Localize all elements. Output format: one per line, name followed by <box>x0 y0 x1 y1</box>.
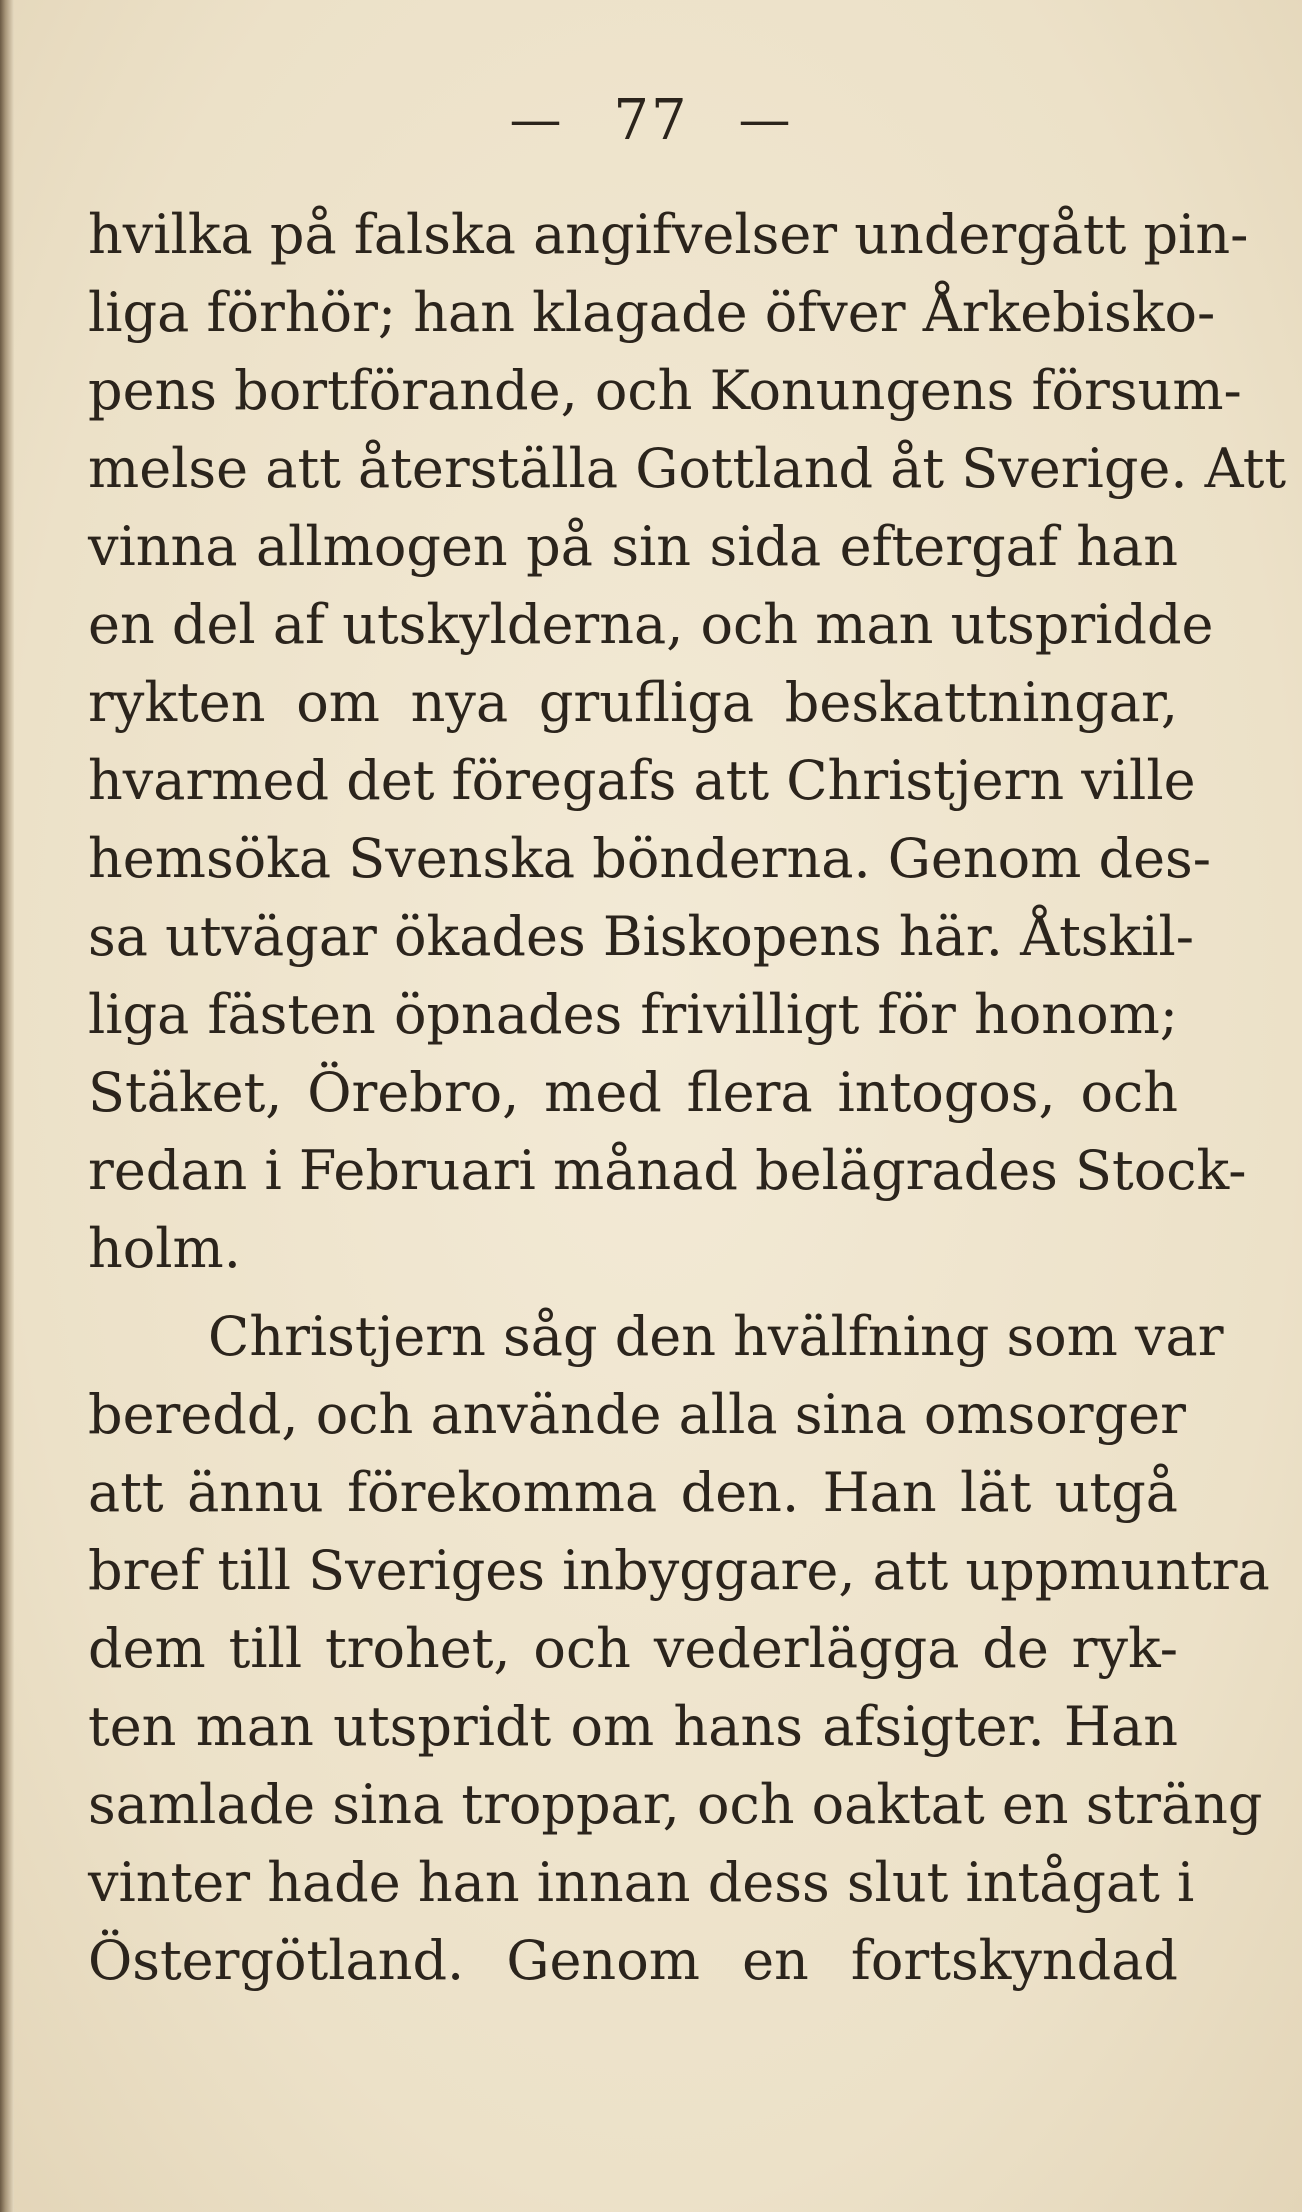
text-line: hemsöka Svenska bönderna. Genom des- <box>88 827 1212 890</box>
paragraph <box>88 196 1287 1288</box>
text-line: melse att återställa Gottland åt Sverige. Att <box>88 437 1287 500</box>
text-line: hvarmed det föregafs att Christjern ville <box>88 749 1196 812</box>
header-right-dash: — <box>738 90 793 150</box>
text-line: pens bortförande, och Konungens försum- <box>88 359 1242 422</box>
text-line: vinter hade han innan dess slut intågat i <box>88 1851 1195 1914</box>
text-line: bref till Sveriges inbyggare, att uppmuntra <box>88 1539 1270 1602</box>
text-line: Östergötland. Genom en fortskyndad <box>88 1929 1178 1992</box>
text-line: Stäket, Örebro, med flera intogos, och <box>88 1061 1178 1124</box>
body-text <box>88 196 1287 2000</box>
text-line: hvilka på falska angifvelser undergått pin- <box>88 203 1249 266</box>
text-line: liga förhör; han klagade öfver Årkebisko- <box>88 281 1216 344</box>
text-line: liga fästen öpnades frivilligt för honom; <box>88 983 1178 1046</box>
text-line: att ännu förekomma den. Han lät utgå <box>88 1461 1178 1524</box>
page-binding-edge <box>0 0 14 2212</box>
text-line: vinna allmogen på sin sida eftergaf han <box>88 515 1178 578</box>
text-line: holm. <box>88 1217 241 1280</box>
text-line: en del af utskylderna, och man utspridde <box>88 593 1214 656</box>
text-line: dem till trohet, och vederlägga de ryk- <box>88 1617 1178 1680</box>
text-line: sa utvägar ökades Biskopens här. Åtskil- <box>88 905 1194 968</box>
text-line: rykten om nya grufliga beskattningar, <box>88 671 1178 734</box>
text-line: redan i Februari månad belägrades Stock- <box>88 1139 1247 1202</box>
text-line: samlade sina troppar, och oaktat en sträng <box>88 1773 1263 1836</box>
text-line: Christjern såg den hvälfning som var <box>208 1305 1224 1368</box>
page-number: 77 <box>613 88 689 153</box>
text-line: ten man utspridt om hans afsigter. Han <box>88 1695 1178 1758</box>
text-line: beredd, och använde alla sina omsorger <box>88 1383 1186 1446</box>
header-left-dash: — <box>509 90 564 150</box>
paragraph <box>88 1298 1270 2000</box>
page-header <box>0 88 1302 153</box>
